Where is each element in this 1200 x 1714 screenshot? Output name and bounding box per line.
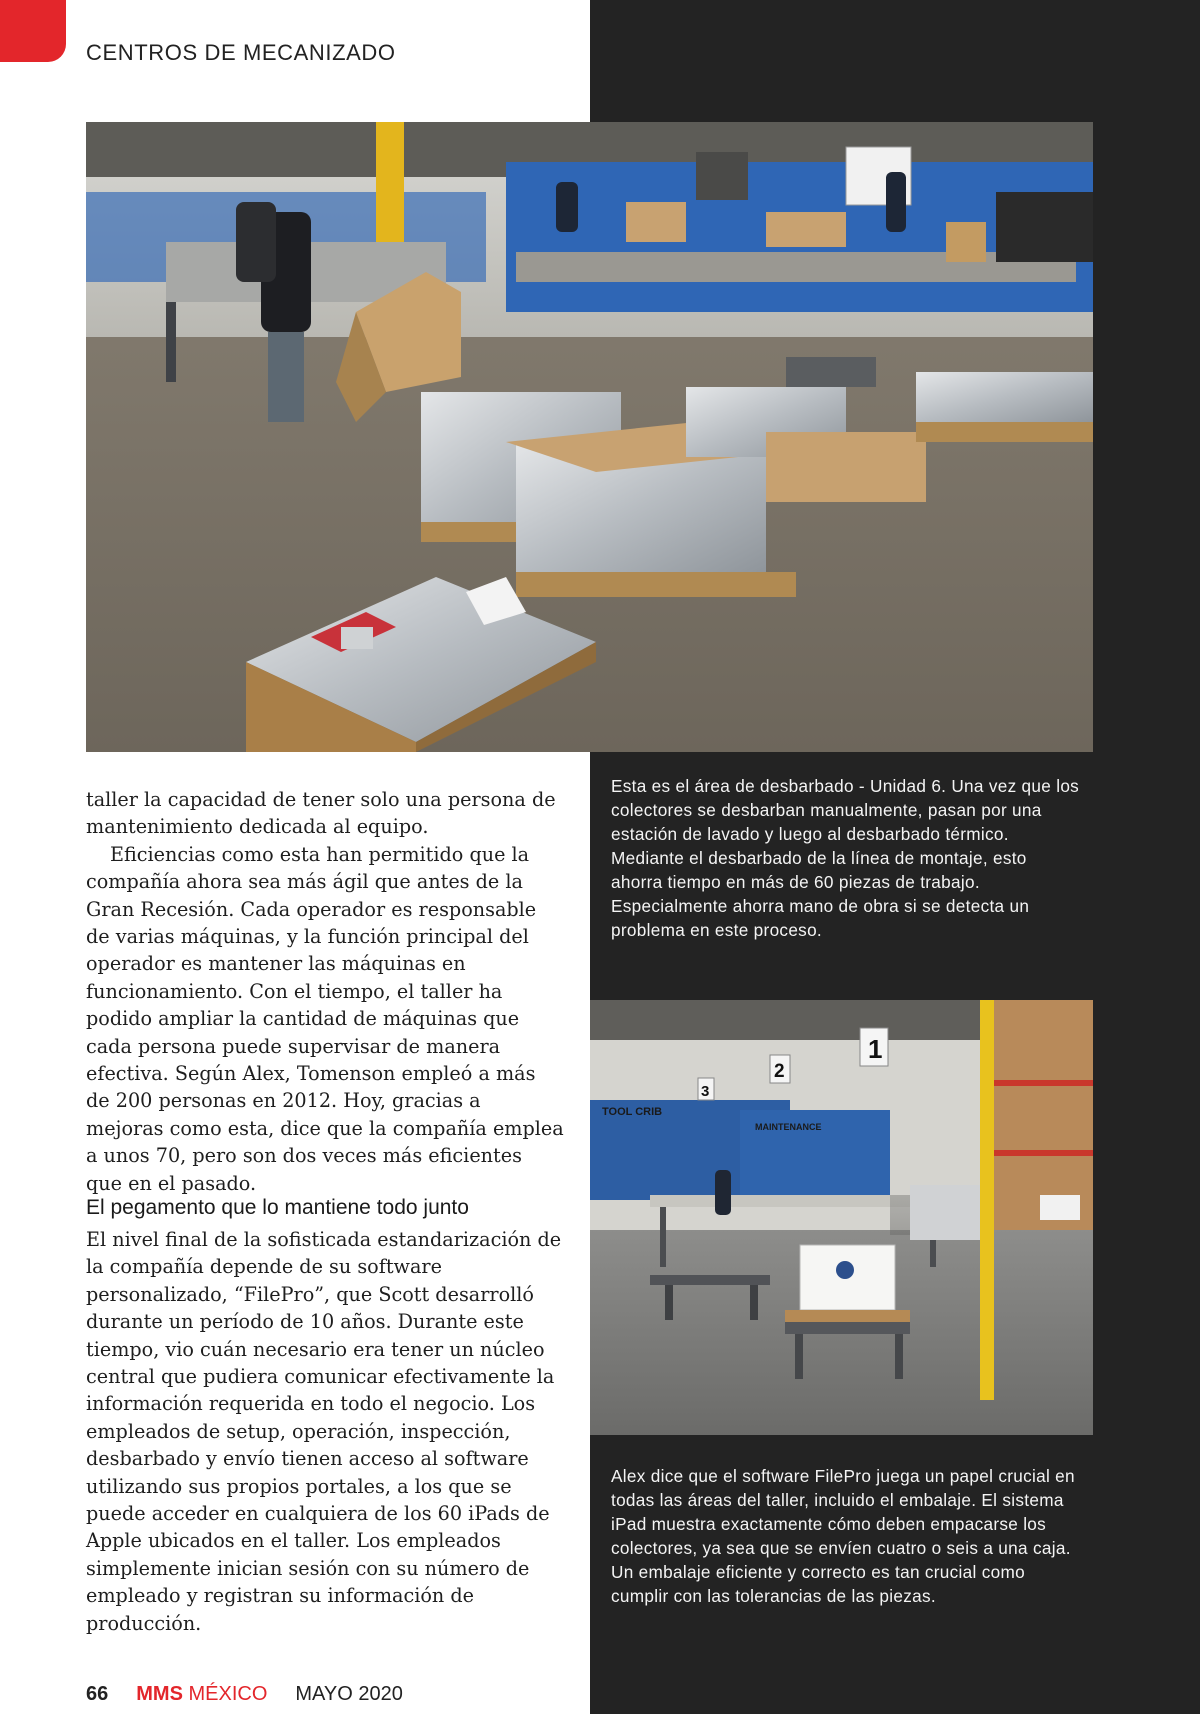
svg-text:2: 2 — [774, 1061, 785, 1082]
magazine-brand-bold: MMS — [136, 1683, 183, 1705]
article-subheading: El pegamento que lo mantiene todo junto — [86, 1196, 469, 1219]
svg-text:MAINTENANCE: MAINTENANCE — [755, 1122, 822, 1132]
article-text-block-1 — [86, 786, 564, 1197]
paragraph: Eficiencias como esta han permitido que la compañía ahora sea más ágil que antes de la Gran Recesión. Cada operador es responsable de varias máquinas, y la función principal del operador es mantener las máquinas en funcionamiento. Con el tiempo, el taller ha podido ampliar la cantidad de máquinas que cada persona puede supervisar de manera efectiva. Según Alex, Tomenson empleó a más de 200 personas en 2012. Hoy, gracias a mejoras como esta, dice que la compañía emplea a unos 70, pero son dos veces más eficientes que en el pasado. — [86, 842, 564, 1195]
photo-caption-filepro: Alex dice que el software FilePro juega un papel crucial en todas las áreas del taller, incluido el embalaje. El sistema iPad muestra exactamente cómo deben empacarse los colectores, ya sea que se envíen cuatro o seis a una caja. Un embalaje eficiente y correcto es tan crucial como cumplir con las tolerancias de las piezas. — [611, 1466, 1075, 1606]
paragraph: taller la capacidad de tener solo una persona de mantenimiento dedicada al equipo. — [86, 788, 556, 839]
section-title: CENTROS DE MECANIZADO — [86, 40, 396, 65]
magazine-brand-light: MÉXICO — [182, 1683, 268, 1705]
svg-text:TOOL CRIB: TOOL CRIB — [602, 1106, 663, 1118]
svg-text:3: 3 — [701, 1083, 710, 1100]
section-color-tab — [0, 0, 66, 62]
deburring-area-photo — [86, 122, 1093, 752]
svg-text:1: 1 — [868, 1034, 883, 1064]
shop-floor-photo — [590, 1000, 1093, 1435]
issue-date: MAYO 2020 — [295, 1683, 403, 1705]
paragraph: El nivel final de la sofisticada estandarización de la compañía depende de su software personalizado, “FilePro”, que Scott desarrolló durante un período de 10 años. Durante este tiempo, vio cuán necesario era tener un núcleo central que pudiera comunicar efectivamente la información requerida en todo el negocio. Los empleados de setup, operación, inspección, desbarbado y envío tienen acceso al software utilizando sus propios portales, a los que se puede acceder en cualquiera de los 60 iPads de Apple ubicados en el taller. Los empleados simplemente inician sesión con su número de empleado y registran su información de producción. — [86, 1228, 562, 1635]
page-number: 66 — [86, 1683, 109, 1705]
photo-caption-deburring: Esta es el área de desbarbado - Unidad 6. Una vez que los colectores se desbarban manualmente, pasan por una estación de lavado y luego al desbarbado térmico. Mediante el desbarbado de la línea de montaje, esto ahorra tiempo en más de 60 piezas de trabajo. Especialmente ahorra mano de obra si se detecta un problema en este proceso. — [611, 776, 1080, 940]
article-text-block-2 — [86, 1226, 564, 1637]
page-footer — [86, 1683, 403, 1706]
